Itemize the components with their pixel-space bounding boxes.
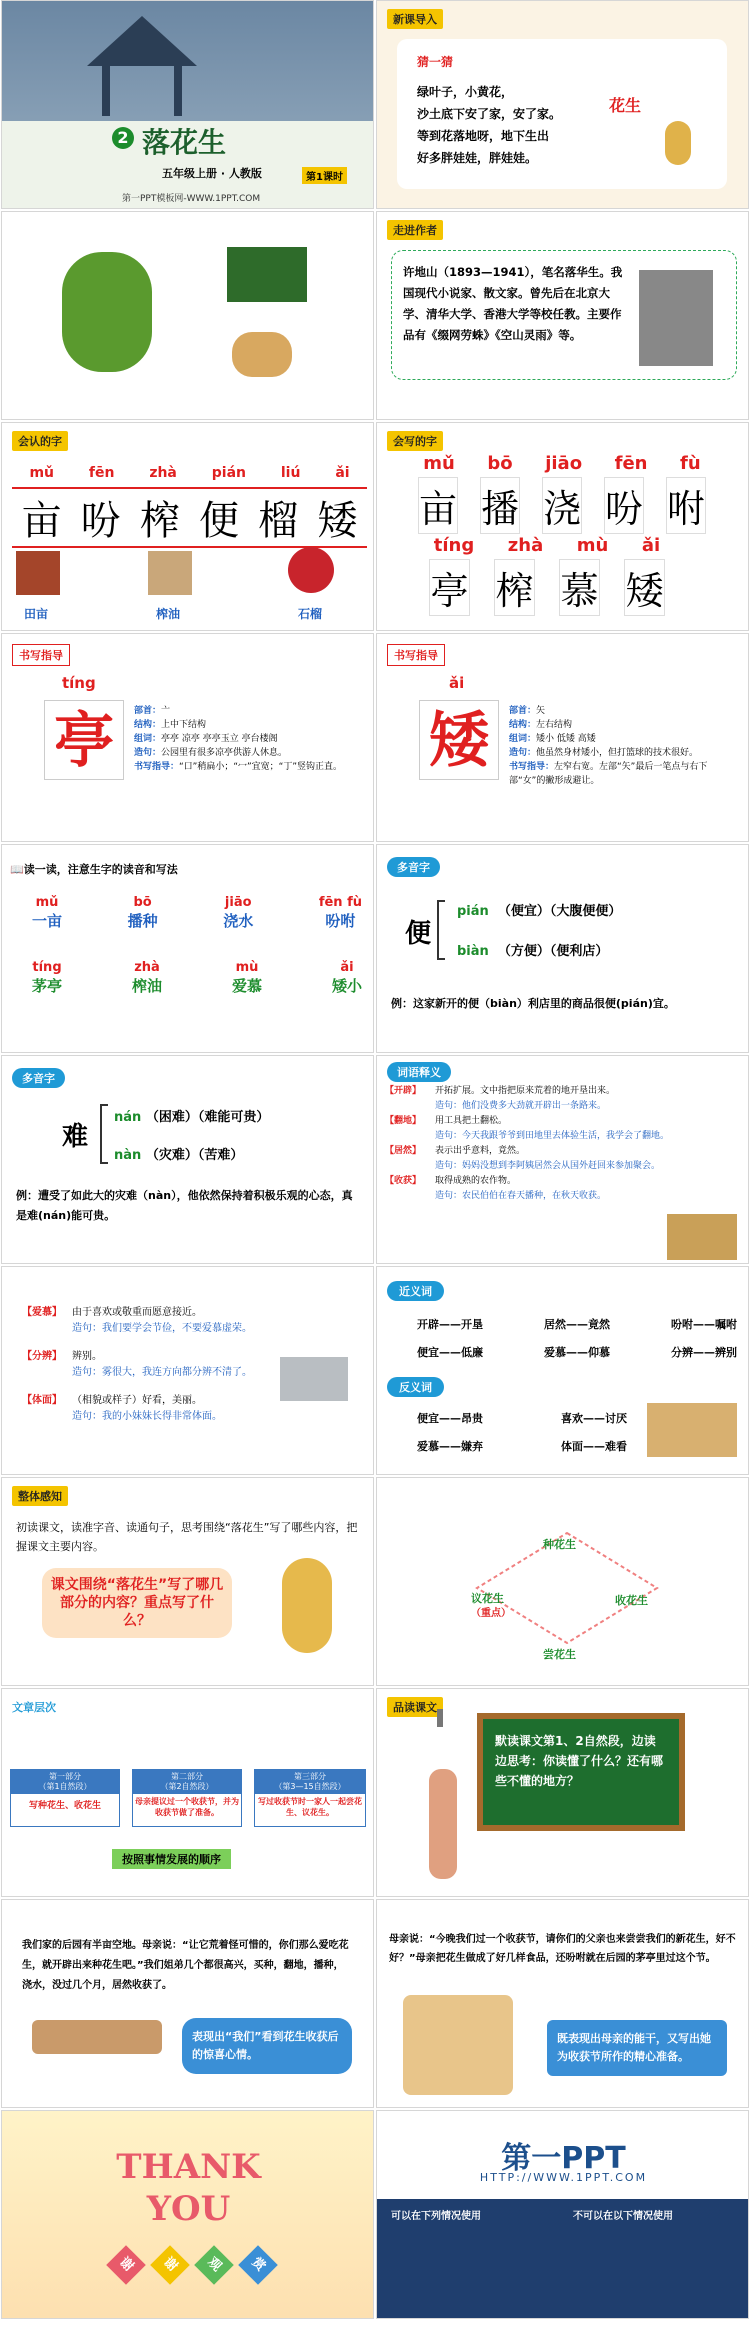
section-tag: 书写指导 [12, 644, 70, 666]
part-range: （第3—15自然段） [274, 1782, 346, 1791]
slide-heading: 文章层次 [12, 1701, 56, 1714]
char: 矮 [317, 498, 358, 544]
char-pinyin: ǎi [449, 674, 465, 692]
polyphone-char: 便 [405, 919, 432, 949]
slide-paragraph-1 [1, 1899, 374, 2108]
section-tag: 整体感知 [12, 1486, 68, 1506]
char-pinyin: zhà [507, 535, 544, 556]
slide-intro [376, 0, 749, 209]
you-text: YOU [146, 2189, 231, 2229]
farming-image [32, 2020, 162, 2054]
word-pinyin: mù [235, 960, 259, 975]
part-title: 第二部分 [171, 1772, 203, 1781]
riddle-line: 沙土底下安了家，安了家。 [417, 107, 562, 121]
peanut-icon [665, 121, 691, 165]
row-val: 左窄右宽。左部“矢”最后一笔点与右下部“女”的撇形成避让。 [509, 762, 708, 786]
page-title: 落花生 [142, 126, 227, 159]
definition: 开拓扩展。文中指把原来荒着的地开垦出来。 [435, 1086, 616, 1096]
slide-writing-guide-ting [1, 633, 374, 842]
chip: 赏 [238, 2245, 278, 2285]
stage-label: 收花生 [615, 1594, 648, 1607]
char-box: 亩 [418, 477, 458, 534]
site-label: 第一PPT模板网-WWW.1PPT.COM [122, 194, 261, 204]
word-pinyin: zhà [134, 960, 160, 975]
word-pair: 便宜——昂贵 [417, 1412, 483, 1425]
char-pinyin: mǔ [423, 453, 455, 474]
passage-text: 母亲说：“今晚我们过一个收获节，请你们的父亲也来尝尝我们的新花生，好不好？”母亲把花生做成了好几样食品，还吩咐就在后园的茅亭里过这个节。 [389, 1934, 736, 1964]
riddle-line: 等到花落地呀，地下生出 [417, 129, 550, 143]
thank-text: THANK [116, 2147, 261, 2187]
row-key: 组词： [134, 734, 162, 744]
word-pinyin: tíng [32, 960, 62, 975]
question-bubble: 课文围绕“落花生”写了哪几部分的内容？重点写了什么？ [42, 1568, 232, 1638]
term: 【开辟】 [385, 1086, 422, 1096]
slide-overview [1, 1477, 374, 1686]
section-tag: 品读课文 [387, 1697, 443, 1717]
example: 造句：农民伯伯在春天播种，在秋天收获。 [435, 1191, 607, 1201]
slide-structure [1, 1688, 374, 1897]
slide-paragraph-2 [376, 1899, 749, 2108]
definition: 表示出乎意料，竟然。 [435, 1146, 526, 1156]
slide-word-meaning-2 [1, 1266, 374, 1475]
wheat-image [667, 1214, 737, 1260]
word-pinyin: jiāo [224, 895, 252, 910]
slide-synonyms [376, 1266, 749, 1475]
char: 便 [199, 498, 240, 544]
row-val: 亭亭 凉亭 亭亭玉立 亭台楼阁 [161, 734, 278, 744]
row-key: 造句： [509, 748, 537, 758]
word: 茅亭 [32, 977, 63, 995]
fog-image [280, 1357, 348, 1401]
row-val: 他虽然身材矮小，但打篮球的技术很好。 [536, 748, 699, 758]
part-range: （第2自然段） [160, 1782, 214, 1791]
caption: 田亩 [24, 607, 49, 621]
grade-label: 五年级上册 · 人教版 [162, 167, 262, 180]
brand-url: HTTP://WWW.1PPT.COM [479, 2171, 648, 2184]
row-key: 结构： [134, 720, 162, 730]
char-pinyin: pián [211, 465, 246, 481]
part-summary: 母亲提议过一个收获节，并为收获节做了准备。 [135, 1797, 239, 1817]
section-tag: 会认的字 [12, 431, 68, 451]
reading: biàn [457, 944, 489, 959]
reading: pián [457, 904, 489, 919]
char-pinyin: bō [487, 453, 513, 474]
term: 【翻地】 [385, 1116, 422, 1126]
note-bubble: 既表现出母亲的能干，又写出她为收获节所作的精心准备。 [547, 2020, 727, 2076]
word-pinyin: fēn fù [318, 895, 362, 910]
row-val: 左右结构 [536, 720, 573, 730]
word-pair: 爱慕——嫌弃 [417, 1440, 483, 1453]
author-portrait [639, 270, 713, 366]
note-bubble: 表现出“我们”看到花生收获后的惊喜心情。 [182, 2018, 352, 2074]
row-val: 亠 [161, 706, 171, 716]
row-val: 矢 [536, 706, 546, 716]
char-pinyin: tíng [62, 674, 96, 692]
overview-text: 初读课文，读准字音、读通句子，思考围绕“落花生”写了哪些内容，把握课文主要内容。 [16, 1521, 358, 1553]
part-summary: 写过收获节时一家人一起尝花生、议花生。 [258, 1797, 362, 1817]
char-pinyin: mù [576, 535, 609, 556]
slide-content-cycle [376, 1477, 749, 1686]
char-pinyin: fù [680, 453, 701, 474]
peanut-plant-image [62, 252, 152, 372]
reading-words: （困难）（难能可贵） [145, 1110, 270, 1125]
riddle-line: 绿叶子，小黄花， [417, 85, 514, 99]
peanut-flower-image [227, 247, 307, 302]
part-title: 第一部分 [49, 1772, 81, 1781]
section-tag: 词语释义 [387, 1062, 451, 1082]
lesson-badge: 第1课时 [302, 167, 347, 184]
example-sentence: 例：这家新开的便（biàn）利店里的商品很便(pián)宜。 [391, 997, 675, 1010]
food-image [403, 1995, 513, 2095]
slide-heading: 读一读，注意生字的读音和写法 [23, 863, 178, 876]
stage-label: 种花生 [543, 1538, 576, 1551]
slide-thanks [1, 2110, 374, 2319]
blackboard: 默读课文第1、2自然段，边读边思考：你读懂了什么？还有哪些不懂的地方？ [477, 1713, 685, 1831]
reading: nán [114, 1110, 142, 1125]
press-image [148, 551, 192, 595]
example: 造句：今天我跟爷爷到田地里去体验生活，我学会了翻地。 [435, 1131, 670, 1141]
slide-polyphone-bian [376, 844, 749, 1053]
caption: 榨油 [156, 607, 181, 621]
slide-polyphone-nan [1, 1055, 374, 1264]
char: 榨 [139, 498, 180, 544]
field-image [16, 551, 60, 595]
term: 【体面】 [22, 1395, 62, 1406]
word-pair: 分辨——辨别 [671, 1346, 737, 1359]
peanuts-image [647, 1403, 737, 1457]
passage-text: 我们家的后园有半亩空地。母亲说：“让它荒着怪可惜的，你们那么爱吃花生，就开辟出来种花生吧。”我们姐弟几个都很高兴，买种，翻地，播种，浇水，没过几个月，居然收获了。 [22, 1940, 349, 1991]
word-pinyin: mǔ [35, 895, 59, 910]
definition: 用工具把土翻松。 [435, 1116, 508, 1126]
riddle-label: 猜一猜 [417, 55, 454, 69]
pavilion-icon [82, 11, 202, 121]
slide-peanut-photos [1, 211, 374, 420]
slide-cover [1, 0, 374, 209]
slide-word-meaning [376, 1055, 749, 1264]
row-key: 组词： [509, 734, 537, 744]
char-box: 慕 [559, 559, 599, 616]
term: 【居然】 [385, 1146, 422, 1156]
row-val: 上中下结构 [161, 720, 207, 730]
definition: 取得成熟的农作物。 [435, 1176, 517, 1186]
word-pair: 便宜——低廉 [417, 1346, 483, 1359]
reading-words: （灾难）（苦难） [145, 1148, 244, 1163]
char-pinyin: tíng [433, 535, 475, 556]
section-tag: 多音字 [387, 857, 440, 877]
word-pair: 喜欢——讨厌 [561, 1412, 627, 1425]
stage-label: 议花生 [471, 1592, 504, 1605]
section-tag: 多音字 [12, 1068, 65, 1088]
char: 吩 [80, 498, 121, 544]
order-label: 按照事情发展的顺序 [112, 1849, 231, 1869]
char-box: 矮 [624, 559, 664, 616]
word-pinyin: ǎi [340, 960, 354, 975]
stage-label: 尝花生 [543, 1648, 576, 1661]
example: 造句：妈妈没想到李阿姨居然会从国外赶回来参加聚会。 [435, 1161, 661, 1171]
definition: （相貌或样子）好看，美丽。 [72, 1395, 202, 1406]
stage-note: （重点） [471, 1608, 511, 1619]
peanuts-image [232, 332, 292, 377]
word-pair: 居然——竟然 [544, 1318, 610, 1331]
large-char: 矮 [419, 700, 499, 780]
char-pinyin: jiāo [545, 453, 583, 474]
chip: 谢 [150, 2245, 190, 2285]
word-pair: 开辟——开垦 [417, 1318, 483, 1331]
word: 浇水 [223, 912, 254, 930]
section-tag: 新课导入 [387, 9, 443, 29]
word-pinyin: bō [133, 895, 152, 910]
slide-author [376, 211, 749, 420]
usage-left: 可以在下列情况使用 [391, 2211, 481, 2222]
polyphone-char: 难 [62, 1122, 89, 1152]
word: 榨油 [131, 977, 162, 995]
reading-words: （便宜）（大腹便便） [497, 904, 622, 919]
definition: 由于喜欢或敬重而愿意接近。 [72, 1307, 202, 1318]
antonym-tag: 反义词 [387, 1377, 444, 1397]
pomegranate-image [288, 547, 334, 593]
part-title: 第三部分 [294, 1772, 326, 1781]
char-pinyin: fēn [614, 453, 648, 474]
row-key: 书写指导： [134, 762, 180, 772]
example: 造句：我们要学会节俭，不要爱慕虚荣。 [72, 1323, 252, 1334]
char-pinyin: mǔ [29, 465, 54, 481]
term: 【分辨】 [22, 1351, 62, 1362]
example: 造句：我的小妹妹长得非常体面。 [72, 1411, 222, 1422]
word: 一亩 [32, 912, 63, 930]
large-char: 亭 [44, 700, 124, 780]
slide-writing-guide-ai [376, 633, 749, 842]
reading: nàn [114, 1148, 142, 1163]
teacher-icon [429, 1769, 457, 1879]
row-val: “口”稍扁小；“冖”宜宽；“丁”竖钩正直。 [179, 762, 342, 772]
row-key: 造句： [134, 748, 162, 758]
example-sentence: 例：遭受了如此大的灾难（nàn），他依然保持着积极乐观的心态，真是难(nán)能可贵。 [16, 1189, 353, 1222]
word-pair: 体面——难看 [561, 1440, 627, 1453]
term: 【收获】 [385, 1176, 422, 1186]
char-pinyin: liú [280, 465, 301, 481]
book-icon: 📖 [10, 863, 24, 876]
chip: 谢 [106, 2245, 146, 2285]
chip: 观 [194, 2245, 234, 2285]
slide-brand [376, 2110, 749, 2319]
riddle-answer: 花生 [609, 96, 642, 115]
char-pinyin: ǎi [641, 535, 661, 556]
brand-logo: 第一PPT [501, 2141, 626, 2176]
example: 造句：雾很大，我连方向都分辨不清了。 [72, 1367, 252, 1378]
char-box: 吩 [604, 477, 644, 534]
word: 爱慕 [231, 977, 262, 995]
word-pair: 吩咐——嘱咐 [671, 1318, 737, 1331]
example: 造句：他们没费多大劲就开辟出一条路来。 [435, 1101, 607, 1111]
usage-right: 不可以在以下情况使用 [573, 2211, 673, 2222]
section-tag: 书写指导 [387, 644, 445, 666]
term: 【爱慕】 [22, 1307, 62, 1318]
row-key: 部首： [134, 706, 162, 716]
slide-recognize-chars [1, 422, 374, 631]
word: 矮小 [331, 977, 362, 995]
char-box: 榨 [494, 559, 534, 616]
char-box: 播 [480, 477, 520, 534]
reading-words: （方便）（便利店） [497, 944, 609, 959]
char-pinyin: zhà [149, 465, 177, 481]
slide-write-chars [376, 422, 749, 631]
part-summary: 写种花生、收花生 [28, 1801, 101, 1811]
char-box: 亭 [429, 559, 469, 616]
slide-close-reading [376, 1688, 749, 1897]
char-box: 浇 [542, 477, 582, 534]
slide-read-words [1, 844, 374, 1053]
section-tag: 走进作者 [387, 220, 443, 240]
char-box: 咐 [666, 477, 706, 534]
part-range: （第1自然段） [38, 1782, 92, 1791]
caption: 石榴 [298, 607, 323, 621]
row-key: 部首： [509, 706, 537, 716]
peanut-mascot-icon [282, 1558, 332, 1653]
definition: 辨别。 [72, 1351, 102, 1362]
char: 榴 [258, 498, 299, 544]
riddle-line: 好多胖娃娃，胖娃娃。 [417, 151, 538, 165]
row-val: 矮小 低矮 高矮 [536, 734, 596, 744]
synonym-tag: 近义词 [387, 1281, 444, 1301]
word: 吩咐 [325, 912, 356, 930]
char: 亩 [21, 498, 62, 544]
row-val: 公园里有很多凉亭供游人休息。 [161, 748, 288, 758]
word: 播种 [127, 912, 158, 930]
word-pair: 爱慕——仰慕 [544, 1346, 610, 1359]
row-key: 书写指导： [509, 762, 555, 772]
lesson-number: 2 [112, 127, 134, 149]
row-key: 结构： [509, 720, 537, 730]
section-tag: 会写的字 [387, 431, 443, 451]
char-pinyin: ǎi [335, 465, 350, 481]
author-bio: 许地山（1893—1941），笔名落华生。我国现代小说家、散文家。曾先后在北京大学、清华大学、香港大学等校任教。主要作品有《缀网劳蛛》《空山灵雨》等。 [403, 265, 623, 342]
char-pinyin: fēn [88, 465, 115, 481]
